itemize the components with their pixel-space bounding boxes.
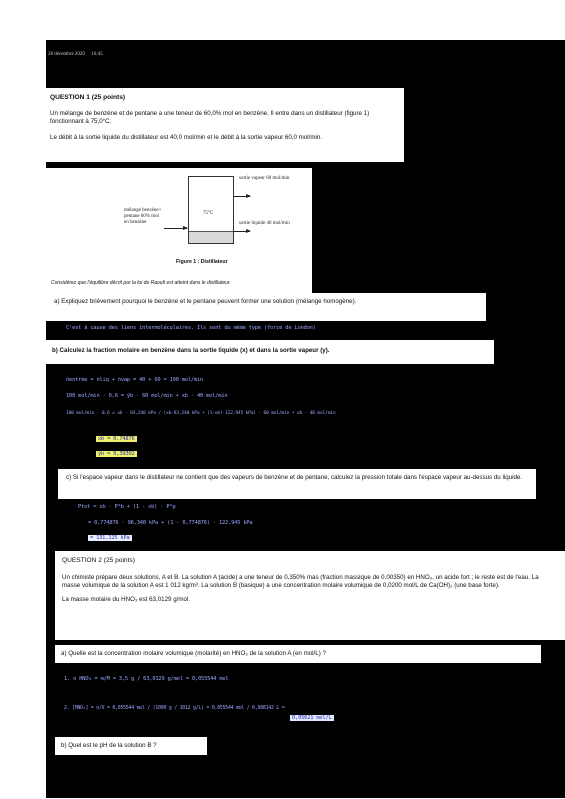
liquid-arrow xyxy=(234,231,250,232)
question2-title: QUESTION 2 (25 points) xyxy=(62,557,135,564)
q1b-work-line-2: 100 mol/min · 0,6 = ỹb · 60 mol/min + xb · 40 mol/min xyxy=(66,393,228,399)
q1a-handwritten-answer: C'est à cause des liens intermoléculaires. Ils sont du même type (force de London) xyxy=(66,325,316,331)
question1-statement xyxy=(46,88,404,162)
liquid-outlet-label: sortie liquide 40 mol/min xyxy=(239,221,290,226)
q2a-result: 0,05621 mol/L xyxy=(292,715,332,721)
temperature-label: 75°C xyxy=(203,211,214,216)
q1c-result: = 131,125 kPa xyxy=(90,535,130,541)
q1c-question-box xyxy=(58,469,536,499)
q1b-question-box xyxy=(46,340,494,364)
q1a-question-box xyxy=(46,293,486,321)
q1b-result-x: xb = 0,74876 xyxy=(98,436,135,442)
q1b-question: b) Calculez la fraction molaire en benzène dans la sortie liquide (x) et dans la sortie vapeur (y). xyxy=(52,347,330,354)
vapor-arrow xyxy=(234,196,250,197)
question1-title: QUESTION 1 (25 points) xyxy=(50,94,126,101)
q1c-work-line-2: = 0,774876 · 96,340 kPa + (1 - 0,774876) · 122,945 kPa xyxy=(88,520,253,526)
q2b-question-box xyxy=(55,737,207,755)
feed-arrow xyxy=(164,228,187,229)
distillateur-vessel xyxy=(188,176,234,244)
feed-label: mélange benzène+ pentane 60% mol en benzène xyxy=(124,208,162,225)
q2a-question: a) Quelle est la concentration molaire volumique (molarité) en HNO₃ de la solution A (en mol/L) ? xyxy=(61,650,326,657)
q1c-work-line-1: Ptot = xb · P°b + (1 - xb) · P°p xyxy=(78,504,176,510)
q2a-work-line-1: 1. n HNO₃ = m/M = 3,5 g / 63,0129 g/mol = 0,055544 mol xyxy=(64,676,229,682)
q1b-work-line-3: 100 mol/min · 0,6 = xb · 83,240 kPa / (xb·83,240 kPa + (1-xb)·122,945 kPa) · 60 mol/min + xb · 40 mol/min xyxy=(66,411,336,416)
q1b-result-y: ỹb = 0,39302 xyxy=(98,451,135,457)
q2a-question-box xyxy=(55,645,541,663)
figure-distillateur xyxy=(46,168,312,294)
question1-intro: Un mélange de benzène et de pentane a une teneur de 60,0% mol en benzène. Il entre dans un distillateur (figure 1) fonctionnant à 75,0°C. xyxy=(50,110,370,125)
q1a-question: a) Expliquez brièvement pourquoi le benzène et le pentane peuvent former une solution (mélange homogène). xyxy=(54,298,357,305)
figure-caption: Figure 1 : Distillateur xyxy=(176,259,228,265)
question2-intro: Un chimiste prépare deux solutions, A et B. La solution A (acide) a une teneur de 0,350% mas (fraction massique de 0,00350) en HNO₃, un acide fort ; le reste est de l'eau. La masse volumique de la solution A est 1 012 kg/m³. La solution B (basique) a une concentration molaire volumique de 0,0200 mol/L de Ca(OH)₂ (une base forte). xyxy=(62,574,539,589)
q1c-question: c) Si l'espace vapeur dans le distillateur ne contient que des vapeurs de benzène et de pentane, calculez la pression totale dans l'espace vapeur au-dessus du liquide. xyxy=(66,474,523,481)
header-time: 16:45 xyxy=(91,52,103,57)
q1b-work-line-1: ṅentrée = ṅliq + ṅvap = 40 + 60 = 100 mol/min xyxy=(66,377,204,383)
q2b-question: b) Quel est le pH de la solution B ? xyxy=(61,742,157,749)
question2-molar-mass: La masse molaire du HNO₃ est 63,0129 g/mol. xyxy=(62,595,191,603)
vapor-outlet-label: sortie vapeur 60 mol/min xyxy=(239,176,290,181)
question2-statement xyxy=(55,551,565,640)
raoult-note: Considérez que l'équilibre décrit par la loi de Raoult est atteint dans le distillateur. xyxy=(51,280,231,286)
page-header xyxy=(48,52,103,57)
q2a-work-line-2: 2. [HNO₃] = n/V = 0,055544 mol / (1000 g / 1012 g/L) = 0,055544 mol / 0,988142 L = xyxy=(64,706,285,711)
question1-flows: Le débit à la sortie liquide du distillateur est 40,0 mol/min et le débit à la sortie vapeur 60,0 mol/min. xyxy=(50,133,323,141)
header-date: 28 décembre 2020 xyxy=(48,52,85,57)
liquid-phase xyxy=(189,231,233,243)
